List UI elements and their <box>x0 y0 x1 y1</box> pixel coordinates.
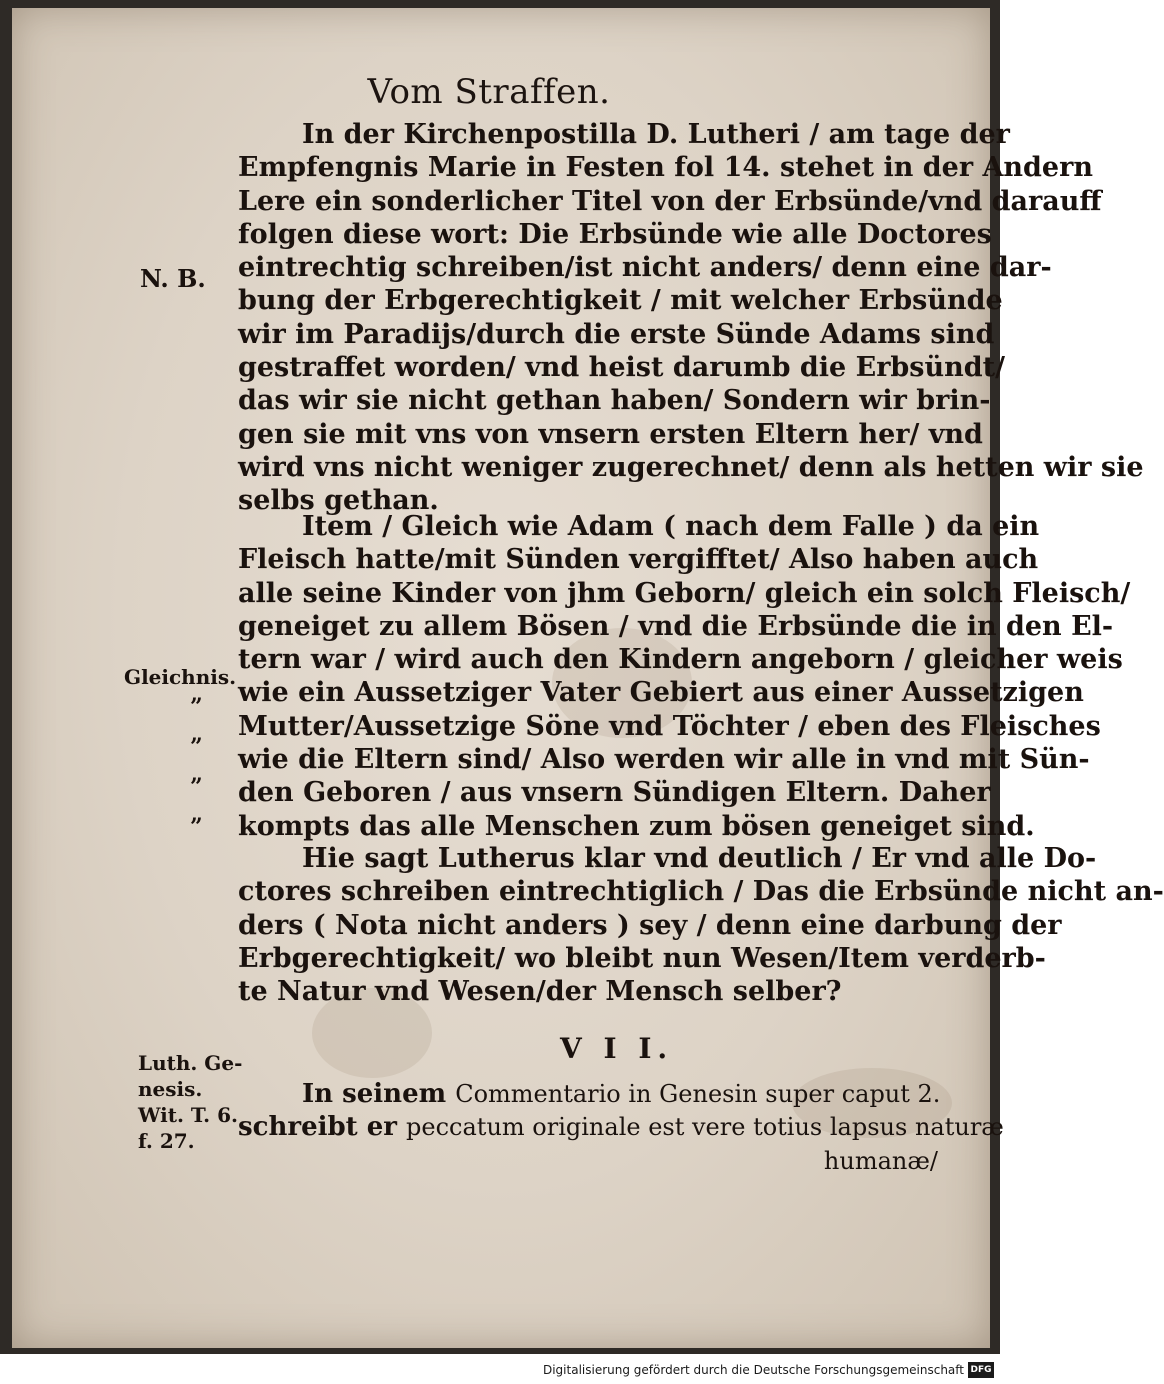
text-line: Lere ein sonderlicher Titel von der Erbsünde/vnd darauff <box>238 185 1102 217</box>
text-line <box>238 1078 958 1111</box>
text-line: Empfengnis Marie in Festen fol 14. stehet in der Andern <box>238 152 1093 184</box>
text-line <box>238 1145 958 1178</box>
text-line: das wir sie nicht gethan haben/ Sondern wir brin- <box>238 385 991 417</box>
text-line: Mutter/Aussetzige Söne vnd Töchter / eben des Fleisches <box>238 710 1101 742</box>
text-line: ctores schreiben eintrechtiglich / Das die Erbsünde nicht an- <box>238 876 1164 908</box>
text-line: wie ein Aussetziger Vater Gebiert aus einer Aussetzigen <box>238 677 1084 709</box>
text-line: te Natur vnd Wesen/der Mensch selber? <box>238 976 842 1008</box>
paragraph-4 <box>238 1078 1004 1178</box>
text-line: Fleisch hatte/mit Sünden vergifftet/ Also haben auch <box>238 544 1039 576</box>
margin-ref-line: f. 27. <box>138 1129 195 1153</box>
latin-text: humanæ/ <box>823 1146 938 1175</box>
page-heading: Vom Straffen. <box>367 72 611 112</box>
margin-quote-mark: ” <box>190 694 203 720</box>
text-line: gestraffet worden/ vnd heist darumb die Erbsündt/ <box>238 352 1005 384</box>
text-line: bung der Erbgerechtigkeit / mit welcher Erbsünde <box>238 285 1003 317</box>
text-line: Erbgerechtigkeit/ wo bleibt nun Wesen/Item verderb- <box>238 942 1046 974</box>
text-line <box>238 1111 1004 1144</box>
margin-note-gleichnis: Gleichnis. <box>124 665 237 689</box>
text-line: Item / Gleich wie Adam ( nach dem Falle ) da ein <box>302 511 1040 542</box>
margin-note-nb: N. B. <box>140 264 206 293</box>
text-line: folgen diese wort: Die Erbsünde wie alle Doctores <box>238 218 992 250</box>
margin-ref-line: nesis. <box>138 1077 203 1101</box>
paragraph-3 <box>238 842 1164 1008</box>
text-line: wir im Paradijs/durch die erste Sünde Adams sind <box>238 318 995 350</box>
text-line: geneiget zu allem Bösen / vnd die Erbsünde die in den El- <box>238 610 1114 642</box>
text-line: kompts das alle Menschen zum bösen geneiget sind. <box>238 810 1035 842</box>
section-number: V I I. <box>560 1032 674 1065</box>
margin-ref-line: Luth. Ge- <box>138 1051 243 1075</box>
text-line: eintrechtig schreiben/ist nicht anders/ denn eine dar- <box>238 252 1052 284</box>
funding-notice: Digitalisierung gefördert durch die Deutsche Forschungsgemeinschaft <box>542 1363 964 1377</box>
german-text: In seinem <box>302 1079 447 1109</box>
text-line: In der Kirchenpostilla D. Lutheri / am tage der <box>302 119 1010 150</box>
text-line: wie die Eltern sind/ Also werden wir alle in vnd mit Sün- <box>238 744 1090 776</box>
dfg-logo: DFG <box>968 1362 994 1378</box>
footer-bar <box>0 1358 1000 1384</box>
text-line: wird vns nicht weniger zugerechnet/ denn als hetten wir sie <box>238 451 1144 483</box>
margin-quote-mark: ” <box>190 774 203 800</box>
latin-text: peccatum originale est vere totius lapsus naturæ <box>406 1113 1004 1142</box>
margin-quote-mark: ” <box>190 814 203 840</box>
margin-quote-mark: ” <box>190 734 203 760</box>
text-line: selbs gethan. <box>238 485 439 517</box>
text-line: alle seine Kinder von jhm Geborn/ gleich ein solch Fleisch/ <box>238 577 1131 609</box>
latin-text: Commentario in Genesin super caput 2. <box>455 1080 941 1108</box>
text-line: den Geboren / aus vnsern Sündigen Eltern. Daher <box>238 777 991 809</box>
text-line: gen sie mit vns von vnsern ersten Eltern her/ vnd <box>238 418 983 450</box>
paragraph-2 <box>238 510 1131 843</box>
german-text: schreibt er <box>238 1112 397 1143</box>
text-line: Hie sagt Lutherus klar vnd deutlich / Er vnd alle Do- <box>302 843 1097 874</box>
paragraph-1 <box>238 118 1144 518</box>
text-line: tern war / wird auch den Kindern angeborn / gleicher weis <box>238 644 1123 676</box>
margin-ref-line: Wit. T. 6. <box>138 1103 238 1127</box>
text-line: ders ( Nota nicht anders ) sey / denn eine darbung der <box>238 909 1062 941</box>
margin-note-luther-ref <box>138 1050 242 1154</box>
